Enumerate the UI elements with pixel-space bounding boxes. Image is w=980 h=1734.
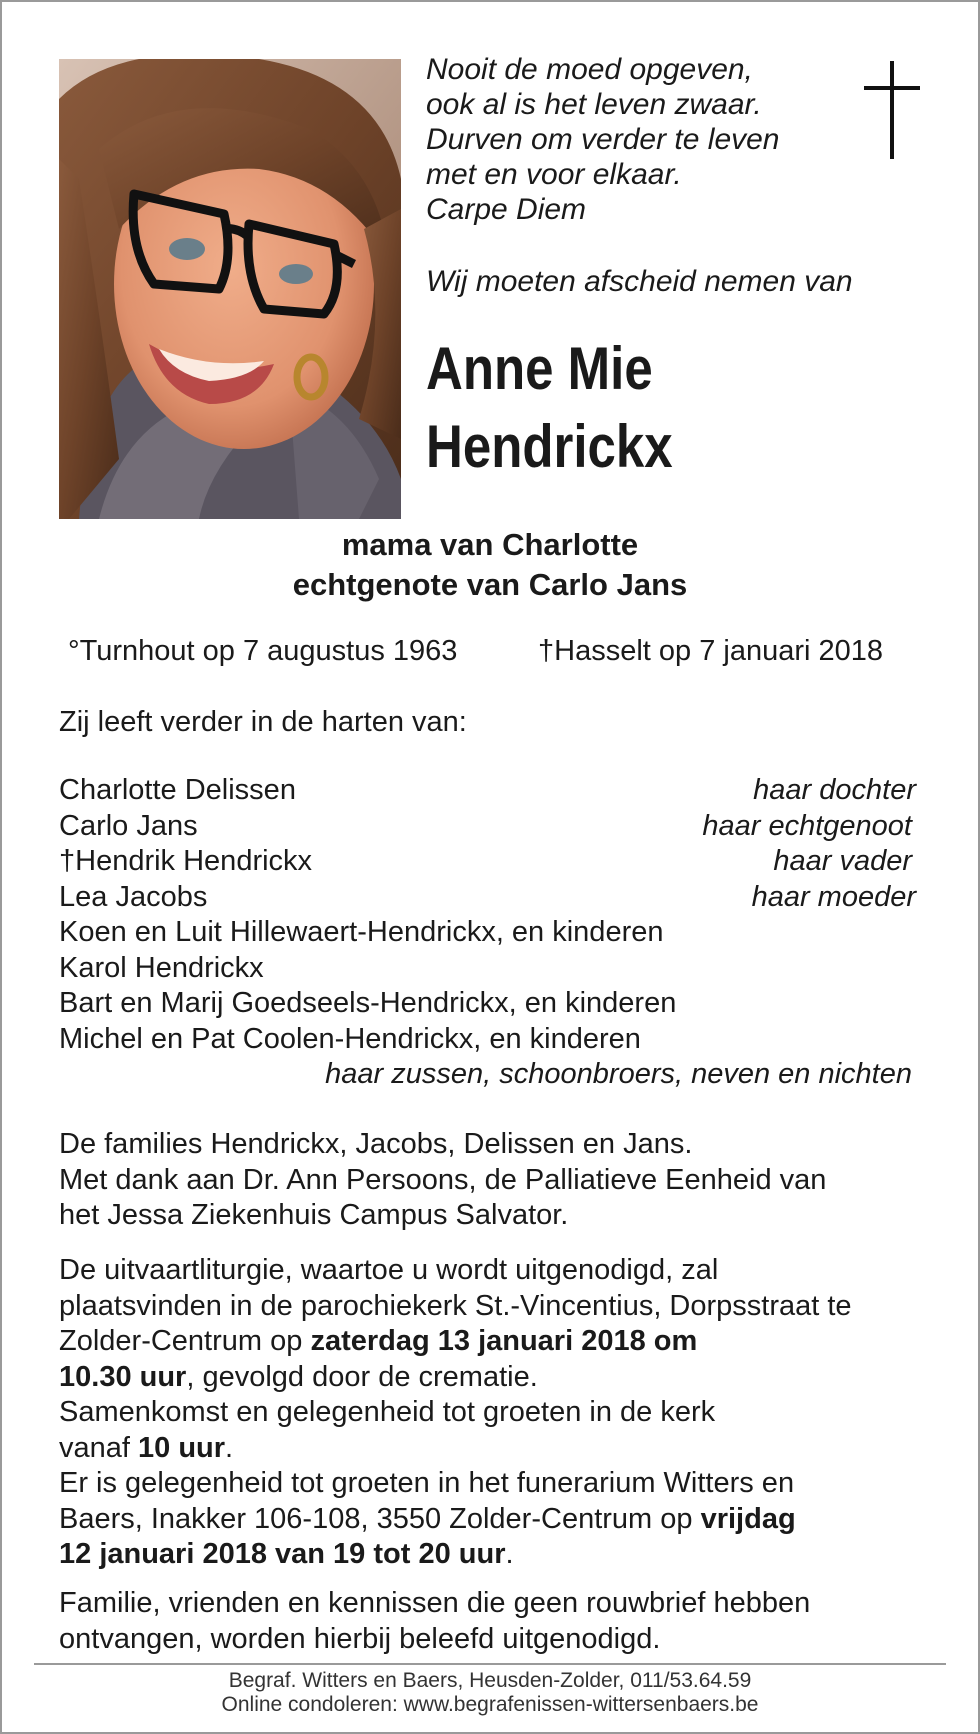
invitation-paragraph (59, 1586, 810, 1657)
ceremony-line: plaatsvinden in de parochiekerk St.-Vincentius, Dorpsstraat te (59, 1289, 852, 1322)
invitation-line: ontvangen, worden hierbij beleefd uitgenodigd. (59, 1622, 661, 1655)
families-paragraph (59, 1127, 826, 1234)
list-item (59, 880, 916, 916)
survivor-name: Karol Hendrickx (59, 951, 264, 984)
survivors-closing: haar zussen, schoonbroers, neven en nichten (325, 1058, 912, 1090)
ceremony-line: Samenkomst en gelegenheid tot groeten in de kerk (59, 1396, 716, 1428)
dates (68, 631, 910, 671)
portrait-photo (59, 59, 401, 519)
families-line: het Jessa Ziekenhuis Campus Salvator. (59, 1199, 569, 1231)
ceremony-date: zaterdag 13 januari 2018 om (310, 1325, 698, 1357)
survivors-lead: Zij leeft verder in de harten van: (59, 706, 467, 738)
survivor-name: Bart en Marij Goedseels-Hendrickx, en kinderen (59, 987, 677, 1019)
birth-info: °Turnhout op 7 augustus 1963 (68, 635, 458, 667)
relation-line: mama van Charlotte (341, 527, 639, 562)
survivor-name: Lea Jacobs (59, 880, 208, 913)
poem-line: ook al is het leven zwaar. (426, 88, 762, 121)
list-item (59, 809, 916, 845)
survivor-name: Michel en Pat Coolen-Hendrickx, en kinderen (59, 1022, 641, 1055)
ceremony-line: De uitvaartliturgie, waartoe u wordt uitgenodigd, zal (59, 1254, 719, 1286)
ceremony-line: Er is gelegenheid tot groeten in het funerarium Witters en (59, 1467, 795, 1499)
ceremony-paragraph (59, 1253, 852, 1573)
survivor-relation: haar moeder (751, 880, 916, 913)
ceremony-line (59, 1324, 852, 1360)
survivor-relation: haar dochter (753, 774, 916, 806)
ceremony-line (59, 1537, 852, 1573)
first-name: Anne Mie (426, 335, 653, 402)
poem-line: Nooit de moed opgeven, (426, 53, 753, 86)
list-item (59, 951, 916, 987)
portrait-illustration (59, 59, 401, 519)
survivor-name: Koen en Luit Hillewaert-Hendrickx, en kinderen (59, 916, 664, 948)
ceremony-text: , gevolgd door de crematie. (186, 1360, 538, 1393)
poem-line: met en voor elkaar. (426, 158, 682, 191)
ceremony-time: 10.30 uur (59, 1360, 187, 1393)
gathering-time: 10 uur (138, 1431, 226, 1464)
ceremony-text: . (225, 1431, 234, 1464)
families-line: De families Hendrickx, Jacobs, Delissen en Jans. (59, 1128, 693, 1160)
relations (0, 525, 980, 605)
poem-line: Durven om verder te leven (426, 123, 780, 156)
footer-divider (34, 1663, 946, 1665)
ceremony-text: . (505, 1538, 514, 1570)
poem-line: Carpe Diem (426, 193, 587, 226)
footer (0, 1669, 980, 1717)
survivor-name: Carlo Jans (59, 809, 198, 842)
invitation-line: Familie, vrienden en kennissen die geen rouwbrief hebben (59, 1587, 811, 1619)
list-item (59, 773, 916, 809)
funeral-home-line: Begraf. Witters en Baers, Heusden-Zolder, 011/53.64.59 (228, 1669, 752, 1692)
visitation-day: vrijdag (700, 1502, 796, 1535)
condolence-link[interactable]: Online condoleren: www.begrafenissen-wittersenbaers.be (221, 1693, 759, 1716)
list-item (59, 1022, 916, 1058)
survivor-name: †Hendrik Hendrickx (59, 845, 313, 877)
deceased-name (426, 330, 673, 486)
poem (426, 52, 780, 227)
survivor-relation: haar echtgenoot (702, 809, 912, 842)
relation-line: echtgenote van Carlo Jans (292, 567, 688, 602)
families-line: Met dank aan Dr. Ann Persoons, de Palliatieve Eenheid van (59, 1163, 827, 1196)
visitation-time: 12 januari 2018 van 19 tot 20 uur (59, 1538, 506, 1570)
ceremony-text: Zolder-Centrum op (59, 1325, 311, 1357)
intro-line: Wij moeten afscheid nemen van (426, 265, 853, 298)
ceremony-line (59, 1431, 852, 1467)
ceremony-line (59, 1360, 852, 1396)
survivor-name: Charlotte Delissen (59, 774, 296, 806)
survivors-list (59, 773, 916, 1093)
ceremony-text: vanaf (59, 1431, 138, 1464)
ceremony-text: Baers, Inakker 106-108, 3550 Zolder-Centrum op (59, 1502, 701, 1535)
ceremony-line (59, 1502, 852, 1538)
last-name: Hendrickx (426, 413, 673, 480)
list-item (59, 915, 916, 951)
death-info: †Hasselt op 7 januari 2018 (538, 635, 884, 667)
list-item (59, 844, 916, 880)
survivor-relation: haar vader (773, 845, 912, 877)
list-item (59, 986, 916, 1022)
cross-icon (864, 61, 920, 159)
